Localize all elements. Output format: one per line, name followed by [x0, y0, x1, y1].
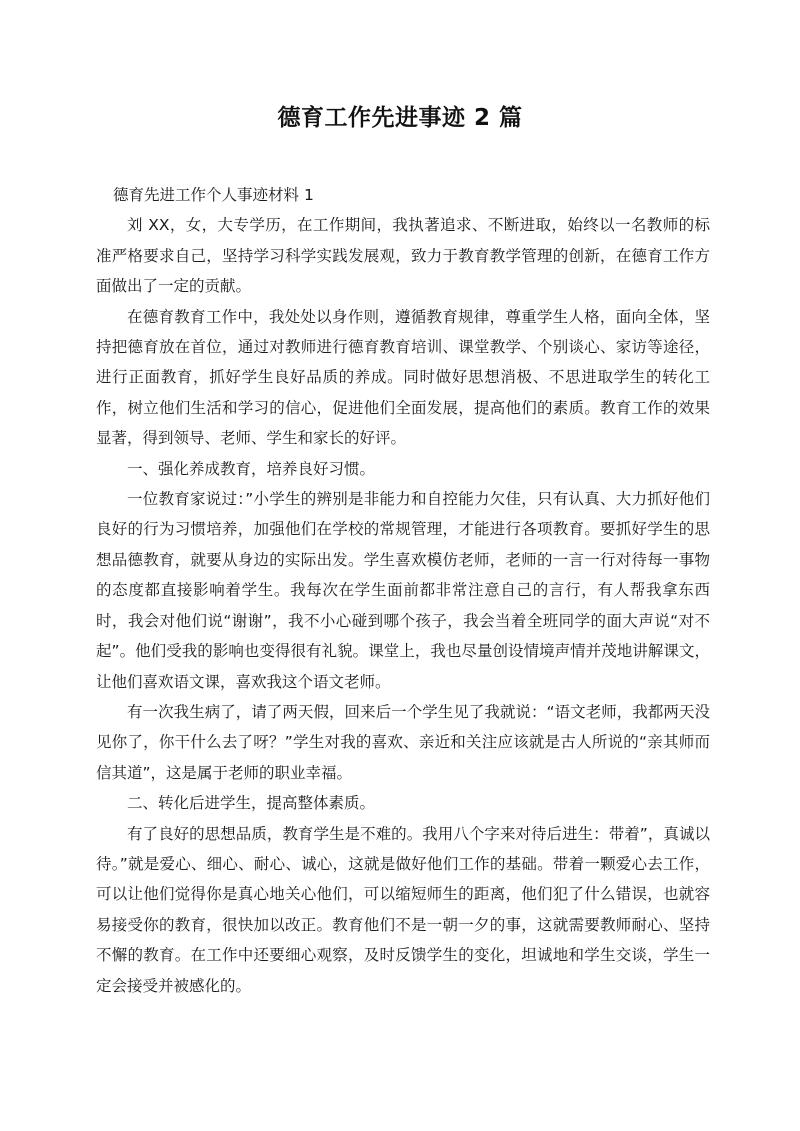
paragraph-habits: 一位教育家说过：”小学生的辨别是非能力和自控能力欠佳，只有认真、大力抓好他们良好的行为习惯培养，加强他们在学校的常规管理，才能进行各项教育。要抓好学生的思想品德教育，就要从身边的实际出发。学生喜欢模仿老师，老师的一言一行对待每一事物的态度都直接影响着学生。我每次在学生面前都非常注意自己的言行，有人帮我拿东西时，我会对他们说“谢谢”，我不小心碰到哪个孩子，我会当着全班同学的面大声说“对不起”。他们受我的影响也变得很有礼貌。课堂上，我也尽量创设情境声情并茂地讲解课文，让他们喜欢语文课，喜欢我这个语文老师。 [96, 490, 710, 691]
document-body [96, 180, 710, 1001]
paragraph-anecdote: 有一次我生病了，请了两天假，回来后一个学生见了我就说：“语文老师，我都两天没见你了，你干什么去了呀？”学生对我的喜欢、亲近和关注应该就是古人所说的“亲其师而信其道”，这是属于老师的职业幸福。 [96, 702, 710, 782]
document-title: 德育工作先进事迹 2 篇 [277, 105, 523, 131]
subheading-students: 二、转化后进学生，提高整体素质。 [127, 794, 376, 813]
paragraph-moral-education: 在德育教育工作中，我处处以身作则，遵循教育规律，尊重学生人格，面向全体，坚持把德育放在首位，通过对教师进行德育教育培训、课堂教学、个别谈心、家访等途径，进行正面教育，抓好学生良好品质的养成。同时做好思想消极、不思进取学生的转化工作，树立他们生活和学习的信心，促进他们全面发展，提高他们的素质。教育工作的效果显著，得到领导、老师、学生和家长的好评。 [96, 307, 710, 448]
paragraph-intro: 刘 XX，女，大专学历，在工作期间，我执著追求、不断进取，始终以一名教师的标准严格要求自己，坚持学习科学实践发展观，致力于教育教学管理的创新，在德育工作方面做出了一定的贡献。 [96, 216, 710, 296]
subheading-habits: 一、强化养成教育，培养良好习惯。 [127, 459, 376, 478]
paragraph-students: 有了良好的思想品质，教育学生是不难的。我用八个字来对待后进生：带着”，真诚以待。”就是爱心、细心、耐心、诚心，这就是做好他们工作的基础。带着一颗爱心去工作，可以让他们觉得你是真心地关心他们，可以缩短师生的距离，他们犯了什么错误，也就容易接受你的教育，很快加以改正。教育他们不是一朝一夕的事，这就需要教师耐心、坚持不懈的教育。在工作中还要细心观察，及时反馈学生的变化，坦诚地和学生交谈，学生一定会接受并被感化的。 [96, 824, 710, 995]
section-heading: 德育先进工作个人事迹材料 1 [113, 186, 314, 204]
